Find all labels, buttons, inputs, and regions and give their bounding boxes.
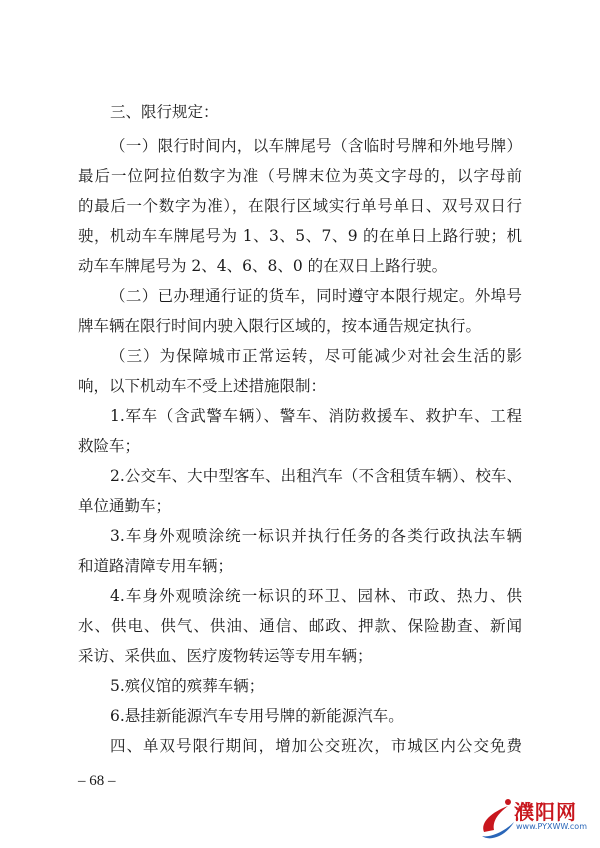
list-item-3: 3.车身外观喷涂统一标识并执行任务的各类行政执法车辆: [110, 527, 522, 545]
list-item-1: 1.军车（含武警车辆）、警车、消防救援车、救护车、工程: [110, 407, 522, 425]
list-item-4: 4.车身外观喷涂统一标识的环卫、园林、市政、热力、供: [110, 587, 522, 605]
list-item-5: 5.殡仪馆的殡葬车辆；: [110, 677, 265, 695]
watermark-logo: [478, 792, 593, 842]
page-number: – 68 –: [78, 773, 116, 789]
list-item-1-cont: 救险车；: [78, 437, 141, 455]
section-heading-4: 四、单双号限行期间，增加公交班次，市城区内公交免费: [110, 737, 522, 755]
paragraph-line: 牌车辆在限行时间内驶入限行区域的，按本通告规定执行。: [78, 317, 482, 335]
list-item-2: 2.公交车、大中型客车、出租汽车（不含租赁车辆）、校车、: [110, 467, 522, 485]
list-item-4-cont: 水、供电、供气、供油、通信、邮政、押款、保险勘查、新闻: [78, 617, 522, 635]
paragraph-line: 动车车牌尾号为 2、4、6、8、0 的在双日上路行驶。: [78, 257, 448, 275]
paragraph-line: 响，以下机动车不受上述措施限制：: [78, 377, 327, 395]
list-item-4-cont: 采访、采供血、医疗废物转运等专用车辆；: [78, 647, 373, 665]
list-item-3-cont: 和道路清障专用车辆；: [78, 557, 234, 575]
watermark-title: 濮阳网: [514, 800, 577, 824]
paragraph-line: （二）已办理通行证的货车，同时遵守本限行规定。外埠号: [110, 287, 522, 305]
watermark-url: www.PYXWW.com: [516, 822, 587, 831]
list-item-2-cont: 单位通勤车；: [78, 497, 172, 515]
section-heading-3: 三、限行规定：: [110, 103, 219, 121]
swoosh-icon: [478, 792, 518, 842]
paragraph-line: 最后一位阿拉伯数字为准（号牌末位为英文字母的，以字母前: [78, 167, 522, 185]
paragraph-line: （一）限行时间内，以车牌尾号（含临时号牌和外地号牌）: [110, 137, 522, 155]
paragraph-line: 驶，机动车车牌尾号为 1、3、5、7、9 的在单日上路行驶；机: [78, 227, 522, 245]
list-item-6: 6.悬挂新能源汽车专用号牌的新能源汽车。: [110, 707, 404, 725]
paragraph-line: 的最后一个数字为准），在限行区域实行单号单日、双号双日行: [78, 197, 522, 215]
paragraph-line: （三）为保障城市正常运转，尽可能减少对社会生活的影: [110, 347, 522, 365]
